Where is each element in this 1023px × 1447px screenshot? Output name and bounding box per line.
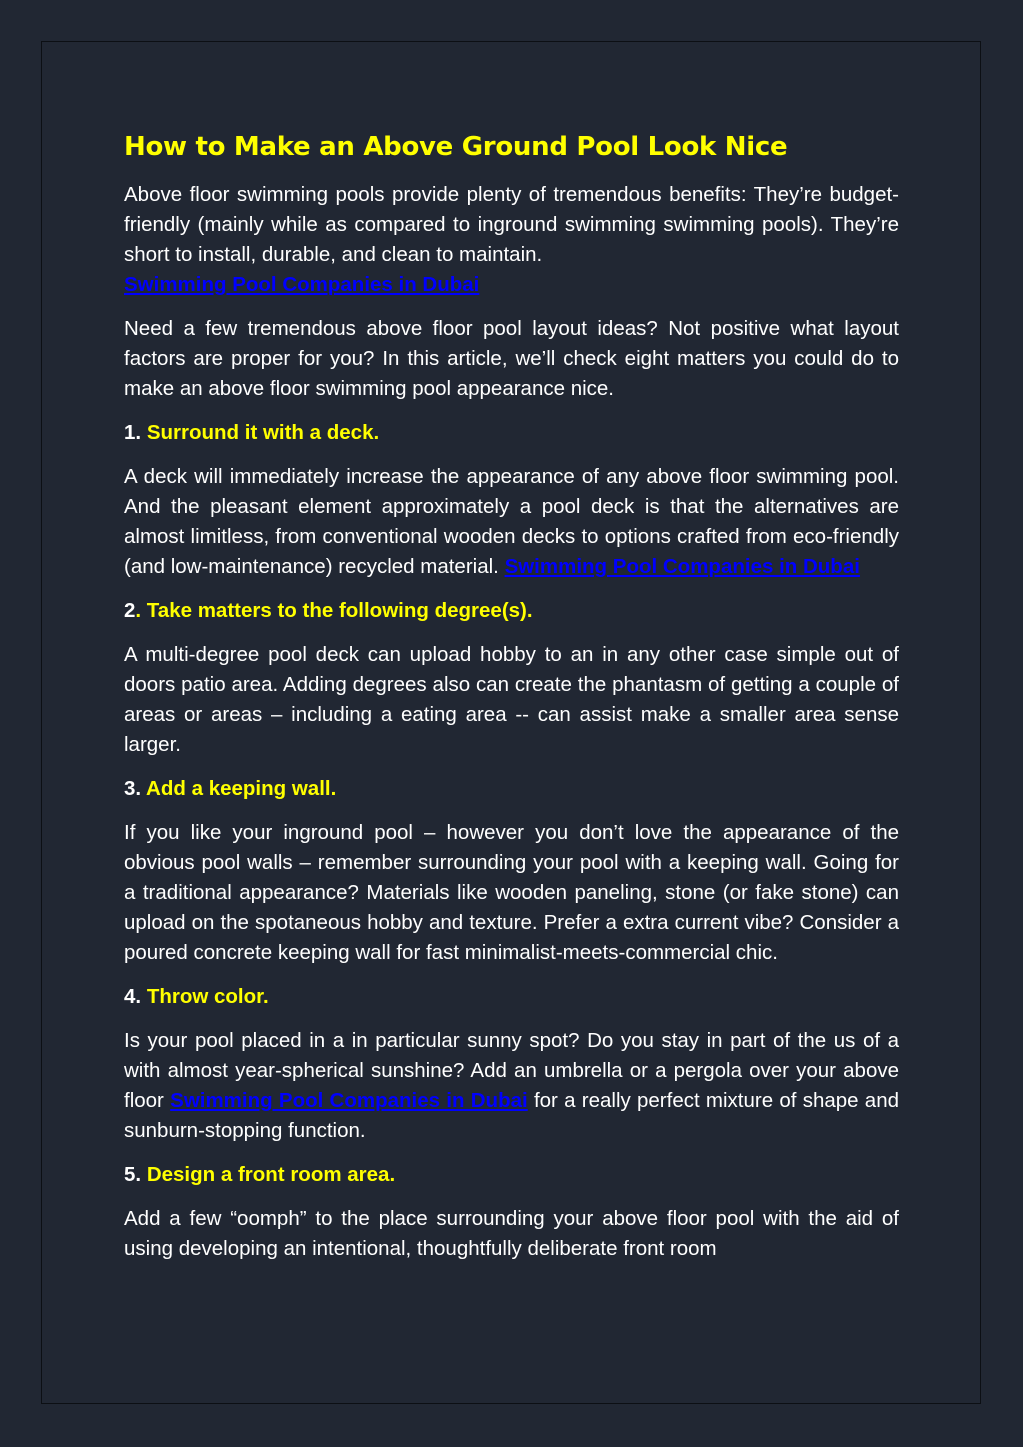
intro-paragraph-2: Need a few tremendous above floor pool layout ideas? Not positive what layout factors are proper for you? In this article, we’ll check eight matters you could do to make an above floor swimming pool appearance nice. [124,317,899,400]
section-number-4: 4. [124,985,142,1008]
section-text-4b: for a really perfect mixture of shape and sunburn-stopping function. [124,1089,899,1142]
section-number-2: 2 [124,599,136,622]
section-text-1: A deck will immediately increase the appearance of any above floor swimming pool. And the pleasant element approximately a pool deck is that the alternatives are almost limitless, from conventional wooden decks to options crafted from eco-friendly (and low-maintenance) recycled material. [124,465,899,578]
section-paragraph-5: Add a few “oomph” to the place surrounding your above floor pool with the aid of using developing an intentional, thoughtfully deliberate front room [124,1207,899,1260]
section-title-1: Surround it with a deck. [146,421,380,444]
section-title-4: Throw color. [146,985,269,1008]
document-content [124,126,899,1278]
page-title: How to Make an Above Ground Pool Look Nice [124,132,788,162]
intro-text-1: Above floor swimming pools provide plenty of tremendous benefits: They’re budget-friendly (mainly while as compared to inground swimming swimming pools). They’re short to install, durable, and clean to maintain. [124,183,899,266]
section-paragraph-4 [124,1026,899,1146]
companies-link-2[interactable]: Swimming Pool Companies in Dubai [504,555,860,578]
section-heading-4 [124,982,899,1012]
section-heading-2 [124,596,899,626]
intro-paragraph-1 [124,180,899,300]
companies-link-3[interactable]: Swimming Pool Companies in Dubai [170,1089,528,1112]
section-title-2: . Take matters to the following degree(s). [135,599,533,622]
section-number-3: 3. [124,777,142,800]
section-heading-1 [124,418,899,448]
section-number-5: 5. [124,1163,142,1186]
section-text-4a: Is your pool placed in a in particular sunny spot? Do you stay in part of the us of a with almost year-spherical sunshine? Add an umbrella or a pergola over your above floor [124,1029,899,1112]
section-title-3: Add a keeping wall. [146,777,337,800]
section-paragraph-1 [124,462,899,582]
companies-link-1[interactable]: Swimming Pool Companies in Dubai [124,273,480,296]
section-paragraph-2: A multi-degree pool deck can upload hobby to an in any other case simple out of doors patio area. Adding degrees also can create the phantasm of getting a couple of areas or areas – including a eating area -- can assist make a smaller area sense larger. [124,643,899,756]
section-title-5: Design a front room area. [146,1163,396,1186]
section-number-1: 1. [124,421,142,444]
section-paragraph-3: If you like your inground pool – however you don’t love the appearance of the obvious pool walls – remember surrounding your pool with a keeping wall. Going for a traditional appearance? Materials like wooden paneling, stone (or fake stone) can upload on the spotaneous hobby and texture. Prefer a extra current vibe? Consider a poured concrete keeping wall for fast minimalist-meets-commercial chic. [124,821,899,964]
section-heading-5 [124,1160,899,1190]
section-heading-3 [124,774,899,804]
